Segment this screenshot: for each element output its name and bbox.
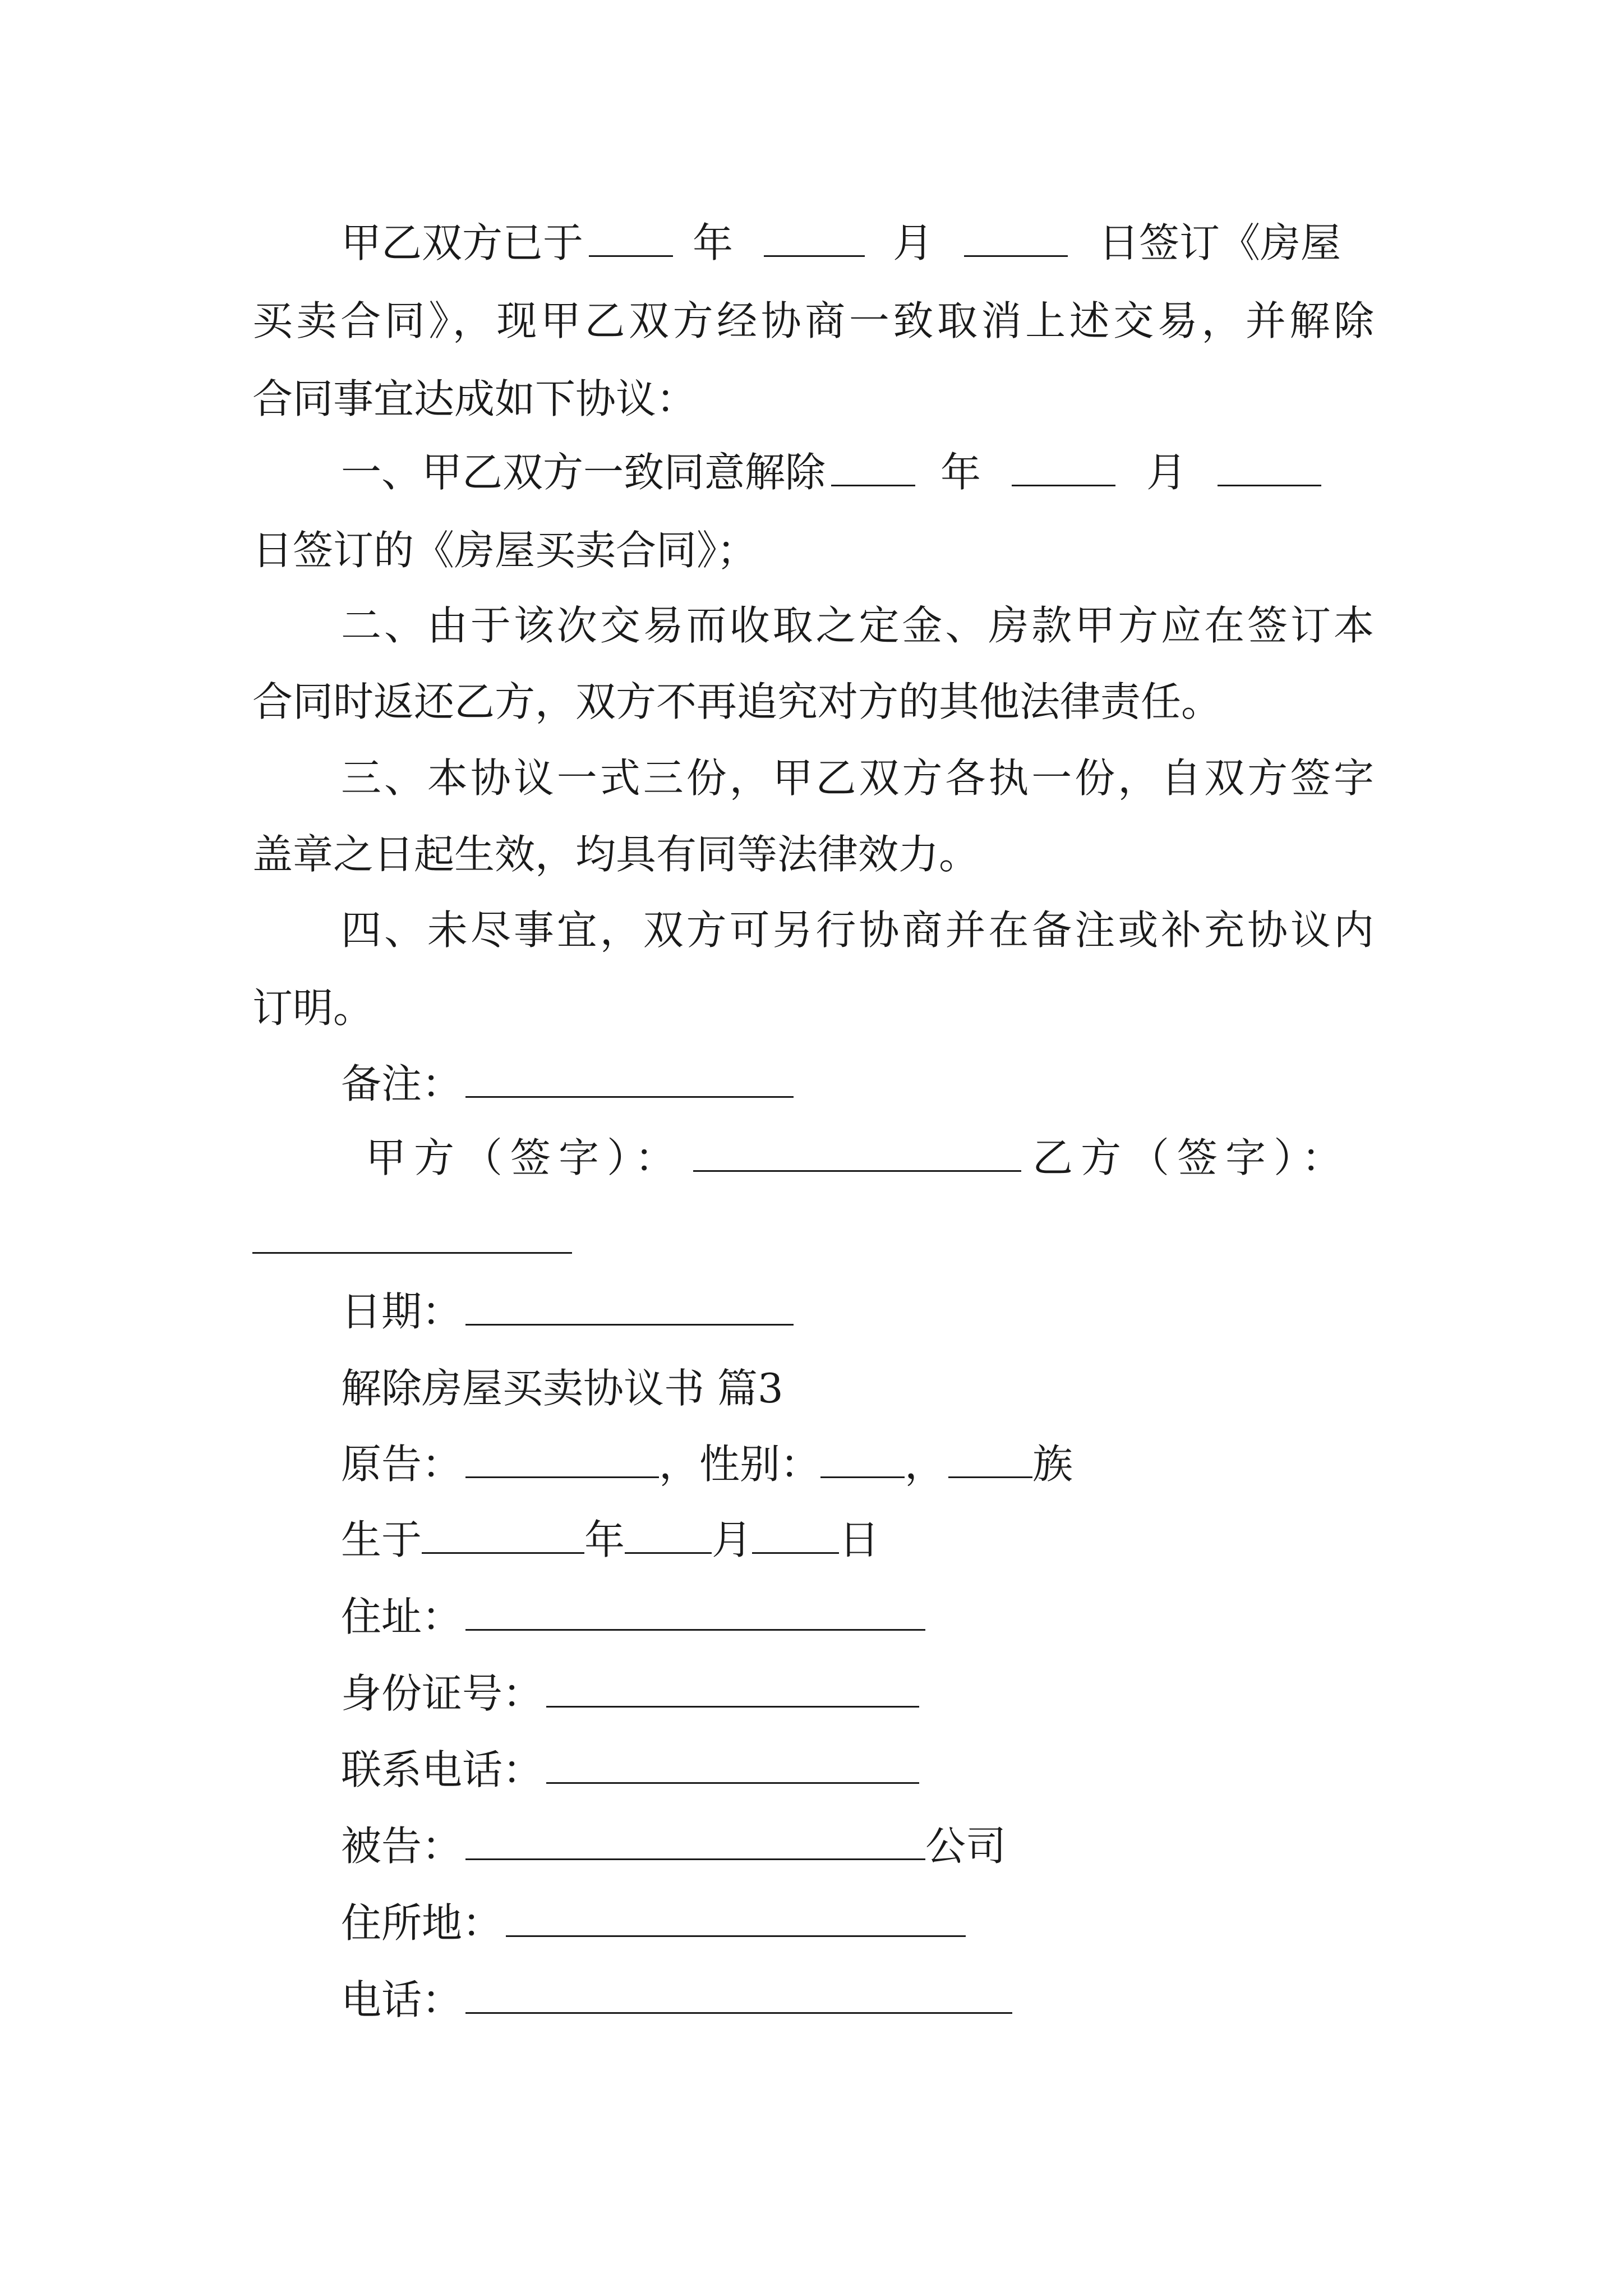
item1-year-blank[interactable] [831, 450, 915, 486]
address-blank[interactable] [465, 1594, 925, 1631]
remarks-row [341, 1059, 1374, 1109]
year-blank[interactable] [589, 220, 673, 257]
remarks-label: 备注： [341, 1060, 463, 1107]
birth-month-blank[interactable] [625, 1517, 712, 1554]
item2-line-1: 二、由于该次交易而收取之定金、房款甲方应在签订本 [341, 602, 1374, 649]
birth-day-label: 日 [839, 1516, 880, 1563]
date-label: 日期： [341, 1288, 463, 1335]
plaintiff-row [341, 1439, 1374, 1489]
signature-row [366, 1133, 1375, 1183]
item4-line-2: 订明。 [252, 984, 374, 1032]
item1-text-a: 一、甲乙双方一致同意解除 [341, 449, 826, 496]
birth-month-label: 月 [712, 1516, 753, 1563]
birth-row [341, 1515, 1374, 1565]
address-row [341, 1591, 1374, 1642]
item1-text-c: 月 [1146, 449, 1187, 496]
date-row [341, 1286, 1374, 1337]
intro-text-a: 甲乙双方已于 [341, 219, 584, 266]
item1-line-1 [341, 447, 1374, 498]
birth-year-label: 年 [584, 1516, 625, 1563]
item3-line-1: 三、本协议一式三份，甲乙双方各执一份，自双方签字 [341, 754, 1374, 802]
plaintiff-ethnicity-suffix: 族 [1032, 1441, 1073, 1488]
birth-prefix: 生于 [341, 1516, 422, 1563]
item3-line-2: 盖章之日起生效，均具有同等法律效力。 [252, 831, 980, 878]
party-b-label: 乙方（签字）： [1032, 1134, 1350, 1181]
birth-year-blank[interactable] [422, 1517, 584, 1554]
party-a-signature-blank[interactable] [693, 1135, 1021, 1172]
item2-line-2: 合同时返还乙方，双方不再追究对方的其他法律责任。 [252, 678, 1222, 725]
remarks-blank[interactable] [465, 1061, 794, 1098]
intro-text-c: 月 [893, 219, 934, 266]
phone-row [341, 1745, 1374, 1795]
id-blank[interactable] [546, 1671, 919, 1708]
plaintiff-ethnicity-blank[interactable] [948, 1442, 1032, 1478]
id-row [341, 1668, 1374, 1719]
birth-day-blank[interactable] [752, 1517, 839, 1554]
plaintiff-name-blank[interactable] [465, 1442, 659, 1478]
plaintiff-gender-blank[interactable] [820, 1442, 905, 1478]
item1-day-blank[interactable] [1218, 450, 1321, 486]
tel-blank[interactable] [465, 1977, 1012, 2014]
plaintiff-gender-label: ，性别： [659, 1441, 821, 1488]
item1-line-2: 日签订的《房屋买卖合同》； [252, 527, 758, 574]
domicile-row [341, 1898, 1374, 1948]
defendant-blank[interactable] [465, 1824, 925, 1860]
day-blank[interactable] [964, 220, 1068, 257]
plaintiff-label: 原告： [341, 1441, 463, 1488]
defendant-suffix: 公司 [925, 1823, 1007, 1870]
phone-label: 联系电话： [341, 1746, 543, 1793]
month-blank[interactable] [764, 220, 865, 257]
domicile-label: 住所地： [341, 1899, 503, 1947]
item1-text-b: 年 [940, 449, 981, 496]
section-title: 解除房屋买卖协议书 篇3 [341, 1365, 783, 1412]
intro-line-2: 买卖合同》，现甲乙双方经协商一致取消上述交易，并解除 [252, 297, 1374, 344]
address-label: 住址： [341, 1593, 463, 1640]
tel-row [341, 1975, 1374, 2025]
intro-line-3: 合同事宜达成如下协议： [252, 375, 697, 422]
item1-month-blank[interactable] [1012, 450, 1115, 486]
date-blank[interactable] [465, 1289, 794, 1326]
id-label: 身份证号： [341, 1670, 543, 1717]
intro-text-d: 日签订《房屋 [1099, 219, 1341, 266]
defendant-label: 被告： [341, 1823, 463, 1870]
item4-line-1: 四、未尽事宜，双方可另行协商并在备注或补充协议内 [341, 907, 1374, 954]
domicile-blank[interactable] [506, 1901, 966, 1937]
intro-line-1 [341, 218, 1374, 268]
intro-text-b: 年 [693, 219, 734, 266]
defendant-row [341, 1821, 1374, 1871]
plaintiff-comma: ， [905, 1441, 946, 1488]
tel-label: 电话： [341, 1976, 463, 2023]
party-b-signature-blank[interactable] [252, 1252, 572, 1254]
party-a-label: 甲方（签字）： [366, 1134, 684, 1181]
phone-blank[interactable] [546, 1747, 919, 1784]
